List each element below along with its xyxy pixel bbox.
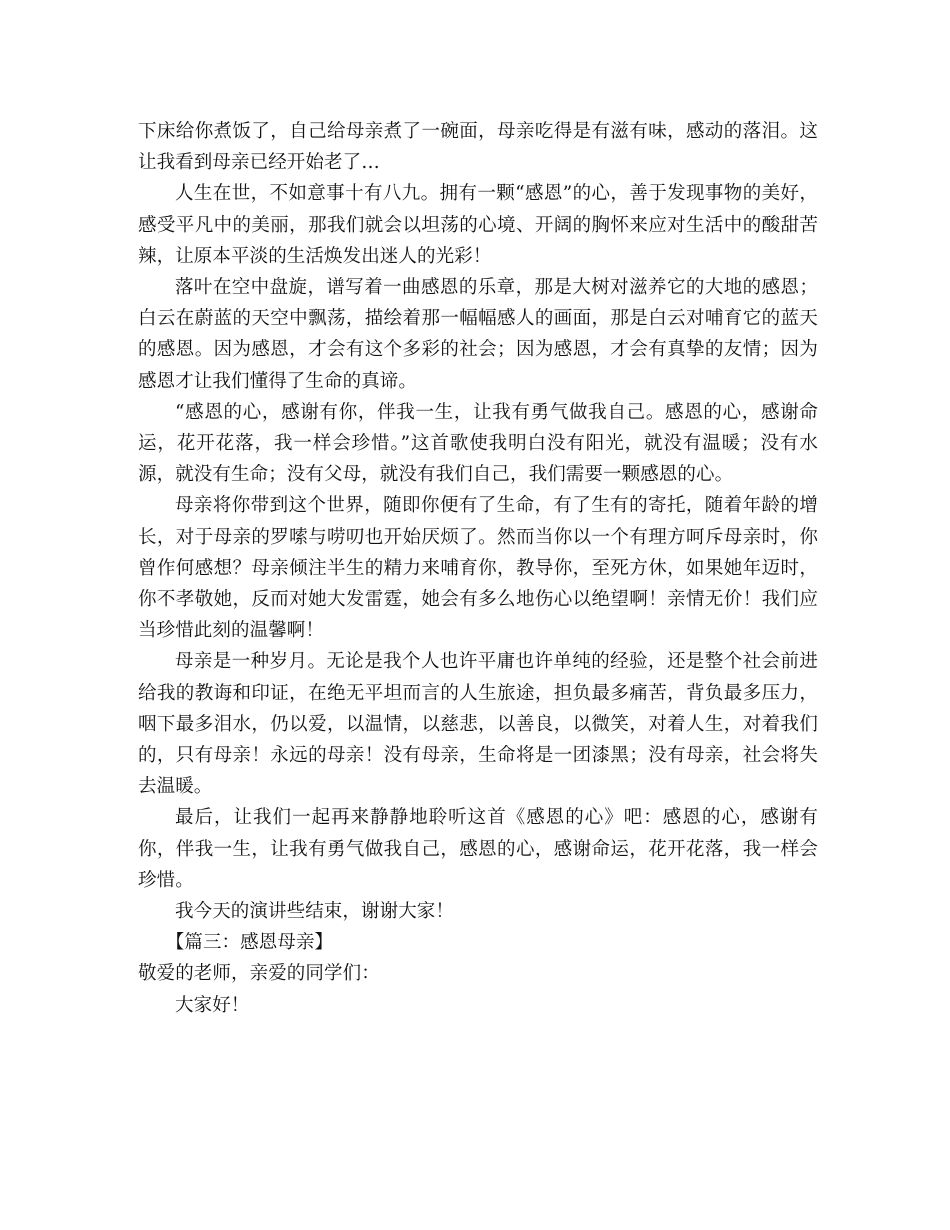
paragraph-falling-leaves: 落叶在空中盘旋，谱写着一曲感恩的乐章，那是大树对滋养它的大地的感恩；白云在蔚蓝的天空中飘荡，描绘着那一幅幅感人的画面，那是白云对哺育它的蓝天的感恩。因为感恩，才会有这个多彩的社会；因为感恩，才会有真挚的友情；因为感恩才让我们懂得了生命的真谛。 (138, 277, 818, 392)
section-heading: 【篇三：感恩母亲】 (165, 932, 334, 954)
paragraph-continued: 下床给你煮饭了，自己给母亲煮了一碗面，母亲吃得是有滋有味，感动的落泪。这让我看到母亲已经开始老了… (138, 121, 818, 174)
paragraph-finally-listen: 最后，让我们一起再来静静地聆听这首《感恩的心》吧：感恩的心，感谢有你，伴我一生，让我有勇气做我自己，感恩的心，感谢命运，花开花落，我一样会珍惜。 (138, 807, 818, 891)
salutation: 敬爱的老师，亲爱的同学们： (138, 963, 380, 985)
greeting: 大家好！ (175, 994, 250, 1016)
paragraph-mother-is-years: 母亲是一种岁月。无论是我个人也许平庸也许单纯的经验，还是整个社会前进给我的教诲和印证，在绝无平坦而言的人生旅途，担负最多痛苦，背负最多压力，咽下最多泪水，仍以爱，以温情，以慈悲，以善良，以微笑，对着人生，对着我们的，只有母亲！永远的母亲！没有母亲，生命将是一团漆黑；没有母亲，社会将失去温暖。 (138, 651, 818, 798)
paragraph-mother-brought-you: 母亲将你带到这个世界，随即你便有了生命，有了生有的寄托，随着年龄的增长，对于母亲的罗嗦与唠叨也开始厌烦了。然而当你以一个有理方呵斥母亲时，你曾作何感想？母亲倾注半生的精力来哺育你，教导你，至死方休，如果她年迈时，你不孝敬她，反而对她大发雷霆，她会有多么地伤心以绝望啊！亲情无价！我们应当珍惜此刻的温馨啊！ (138, 495, 818, 642)
paragraph-song-lyrics: “感恩的心，感谢有你，伴我一生，让我有勇气做我自己。感恩的心，感谢命运，花开花落，我一样会珍惜。”这首歌使我明白没有阳光，就没有温暖；没有水源，就没有生命；没有父母，就没有我们自己，我们需要一颗感恩的心。 (138, 401, 818, 486)
paragraph-speech-end: 我今天的演讲些结束，谢谢大家！ (175, 901, 455, 923)
paragraph-gratitude-heart: 人生在世，不如意事十有八九。拥有一颗“感恩”的心，善于发现事物的美好，感受平凡中的美丽，那我们就会以坦荡的心境、开阔的胸怀来应对生活中的酸甜苦辣，让原本平淡的生活焕发出迷人的光彩！ (138, 183, 818, 267)
document-body (138, 116, 818, 1021)
